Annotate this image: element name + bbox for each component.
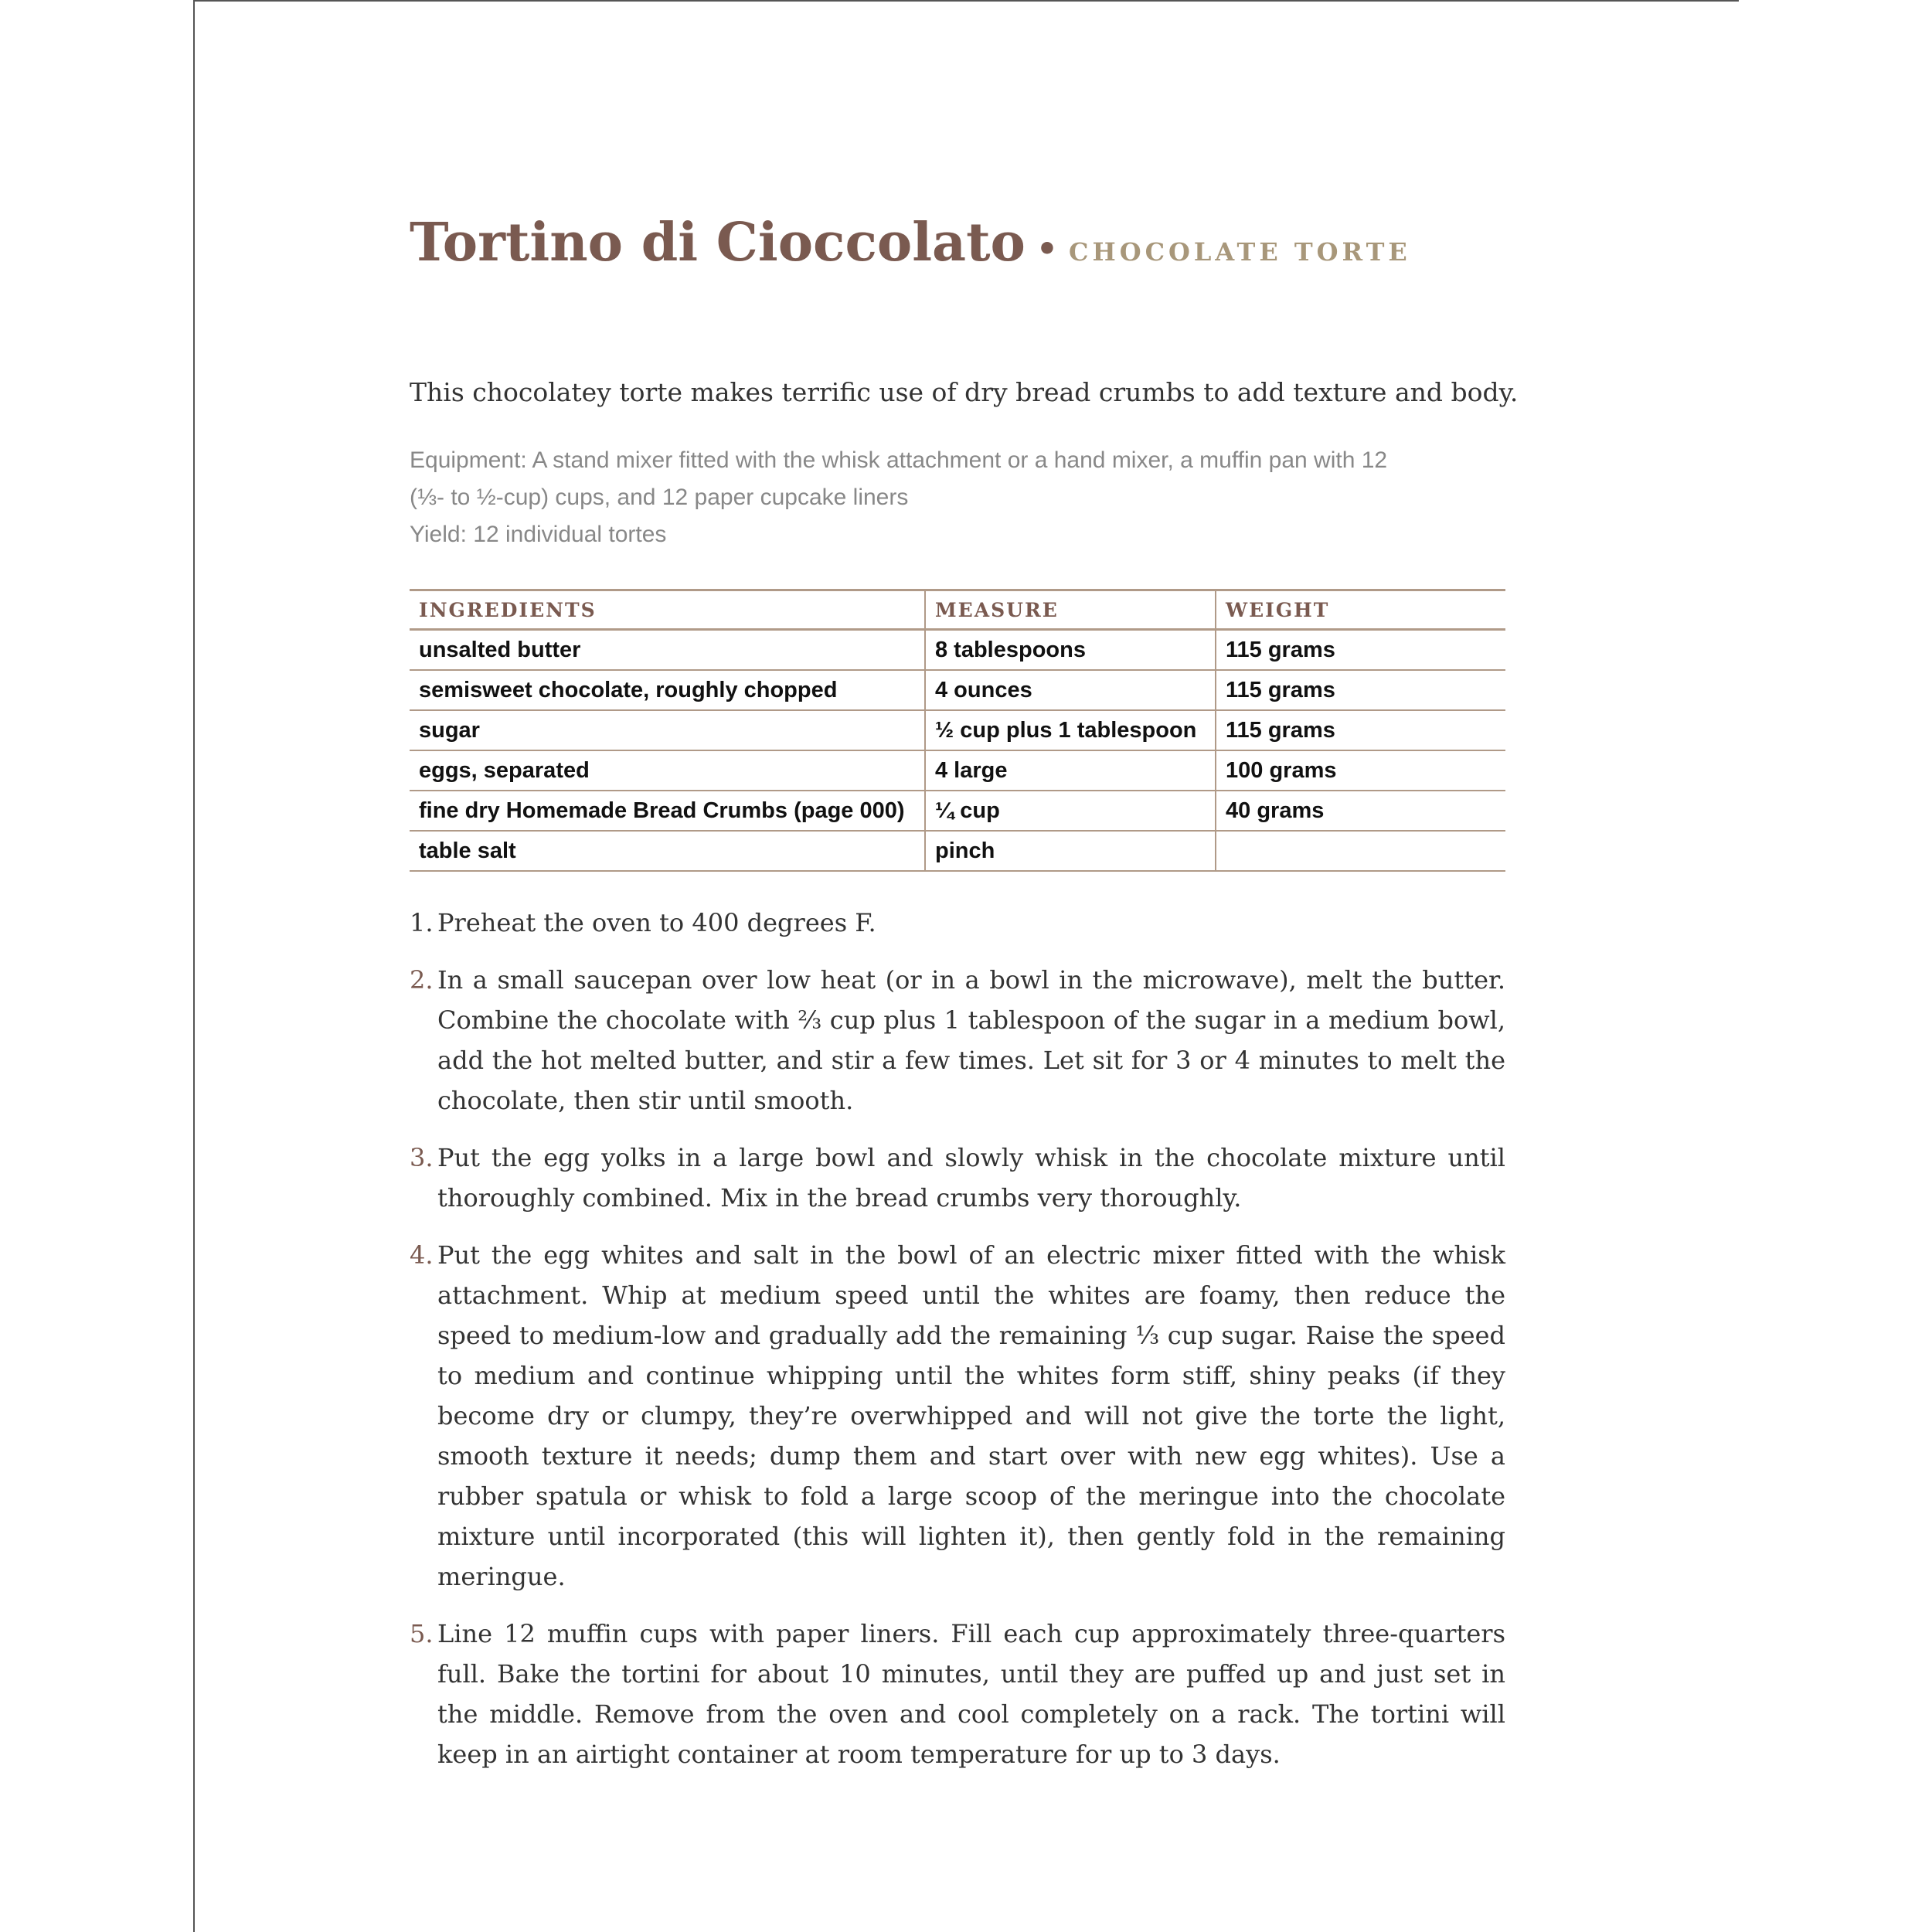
ingredient-cell: eggs, separated [410, 750, 925, 791]
header-measure: MEASURE [925, 590, 1216, 630]
step-3 [410, 1138, 1505, 1218]
table-row [410, 630, 1505, 671]
table-header-row [410, 590, 1505, 630]
table-row [410, 750, 1505, 791]
table-row [410, 831, 1505, 871]
recipe-title-english: CHOCOLATE TORTE [1069, 237, 1411, 267]
measure-cell: 4 large [925, 750, 1216, 791]
recipe-title-italian: Tortino di Cioccolato [410, 212, 1026, 274]
step-4 [410, 1235, 1505, 1597]
step-text: Line 12 muffin cups with paper liners. Fill each cup approximately three-quarters full. Bake the tortini for about 10 minutes, until they are puffed up and just set in the middle. Remove from the oven and cool completely on a rack. The tortini will keep in an airtight container at room temperature for up to 3 days. [437, 1619, 1505, 1769]
ingredient-cell: semisweet chocolate, roughly chopped [410, 670, 925, 710]
equipment-line-2: (⅓- to ½-cup) cups, and 12 paper cupcake liners [410, 485, 909, 510]
weight-cell [1216, 831, 1505, 871]
yield-line: Yield: 12 individual tortes [410, 522, 667, 547]
step-text: Preheat the oven to 400 degrees F. [437, 908, 876, 937]
ingredient-cell: table salt [410, 831, 925, 871]
weight-cell: 115 grams [1216, 670, 1505, 710]
ingredient-cell: fine dry Homemade Bread Crumbs (page 000) [410, 791, 925, 831]
step-number: 4. [410, 1240, 434, 1270]
weight-cell: 115 grams [1216, 710, 1505, 750]
header-weight: WEIGHT [1216, 590, 1505, 630]
header-ingredients: INGREDIENTS [410, 590, 925, 630]
weight-cell: 40 grams [1216, 791, 1505, 831]
recipe-intro: This chocolatey torte makes terrific use of dry bread crumbs to add texture and body. [410, 377, 1519, 407]
measure-cell: pinch [925, 831, 1216, 871]
title-bullet: • [1036, 230, 1058, 269]
ingredients-table [410, 589, 1505, 872]
measure-cell: ¼ cup [925, 791, 1216, 831]
equipment-block [410, 442, 1507, 553]
table-row [410, 710, 1505, 750]
ingredient-cell: sugar [410, 710, 925, 750]
page-border-left [193, 0, 195, 1932]
step-number: 3. [410, 1143, 434, 1172]
step-text: In a small saucepan over low heat (or in a bowl in the microwave), melt the butter. Combine the chocolate with ⅔ cup plus 1 tablespoon of the sugar in a medium bowl, add the hot melted butter, and stir a few times. Let sit for 3 or 4 minutes to melt the chocolate, then stir until smooth. [437, 965, 1505, 1115]
equipment-line-1: Equipment: A stand mixer fitted with the whisk attachment or a hand mixer, a muffin pan with 12 [410, 447, 1388, 473]
weight-cell: 100 grams [1216, 750, 1505, 791]
table-row [410, 670, 1505, 710]
step-2 [410, 960, 1505, 1121]
step-text: Put the egg yolks in a large bowl and slowly whisk in the chocolate mixture until thoroughly combined. Mix in the bread crumbs very thoroughly. [437, 1143, 1505, 1213]
recipe-title [410, 212, 1507, 274]
step-text: Put the egg whites and salt in the bowl of an electric mixer fitted with the whisk attachment. Whip at medium speed until the whites are foamy, then reduce the speed to medium-low and gradually add the remaining ⅓ cup sugar. Raise the speed to medium and continue whipping until the whites form stiff, shiny peaks (if they become dry or clumpy, they’re overwhipped and will not give the torte the light, smooth texture it needs; dump them and start over with new egg whites). Use a rubber spatula or whisk to fold a large scoop of the meringue into the chocolate mixture until incorporated (this will lighten it), then gently fold in the remaining meringue. [437, 1240, 1505, 1591]
table-row [410, 791, 1505, 831]
step-number: 5. [410, 1619, 434, 1648]
step-5 [410, 1614, 1505, 1774]
step-1 [410, 903, 1505, 943]
measure-cell: 4 ounces [925, 670, 1216, 710]
ingredient-cell: unsalted butter [410, 630, 925, 671]
recipe-page [410, 212, 1519, 1769]
step-number: 2. [410, 965, 434, 995]
measure-cell: 8 tablespoons [925, 630, 1216, 671]
weight-cell: 115 grams [1216, 630, 1505, 671]
page-border-top [193, 0, 1739, 2]
method-steps [410, 903, 1505, 1791]
measure-cell: ½ cup plus 1 tablespoon [925, 710, 1216, 750]
step-number: 1. [410, 908, 434, 937]
